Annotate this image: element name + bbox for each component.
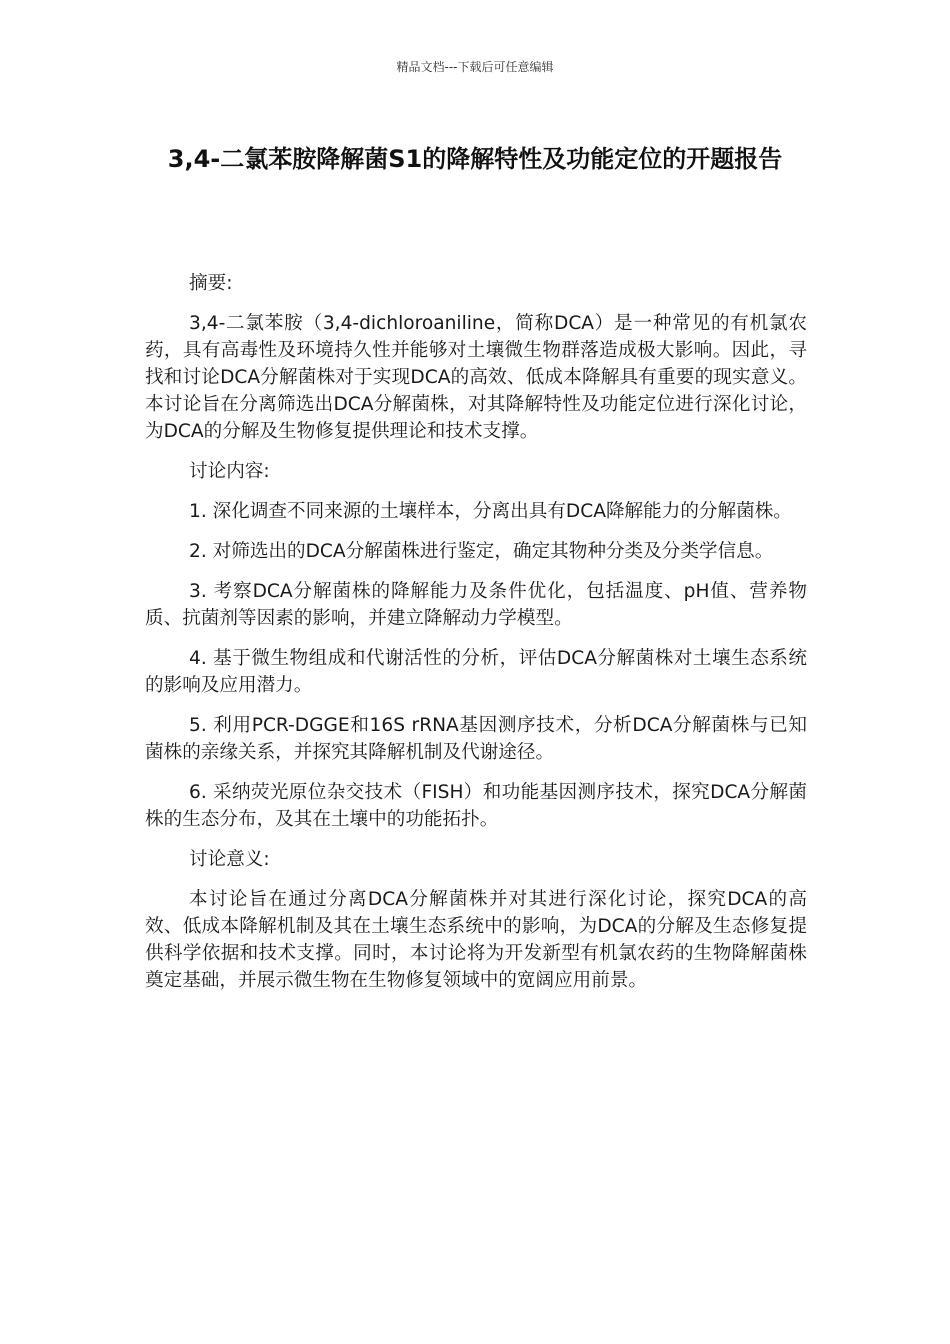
page-header-note: 精品文档---下载后可任意编辑 (396, 60, 554, 74)
content-item-5: 5. 利用PCR-DGGE和16S rRNA基因测序技术，分析DCA分解菌株与已知菌株的亲缘关系，并探究其降解机制及代谢途径。 (145, 715, 807, 763)
significance-heading: 讨论意义: (189, 849, 270, 870)
document-title: 3,4-二氯苯胺降解菌S1的降解特性及功能定位的开题报告 (167, 145, 783, 173)
abstract-paragraph: 3,4-二氯苯胺（3,4-dichloroaniline，简称DCA）是一种常见的有机氯农药，具有高毒性及环境持久性并能够对土壤微生物群落造成极大影响。因此，寻找和讨论DCA分解菌株对于实现DCA的高效、低成本降解具有重要的现实意义。本讨论旨在分离筛选出DCA分解菌株，对其降解特性及功能定位进行深化讨论，为DCA的分解及生物修复提供理论和技术支撑。 (145, 313, 807, 442)
abstract-heading: 摘要: (189, 273, 233, 294)
significance-paragraph: 本讨论旨在通过分离DCA分解菌株并对其进行深化讨论，探究DCA的高效、低成本降解机制及其在土壤生态系统中的影响，为DCA的分解及生态修复提供科学依据和技术支撑。同时，本讨论将为开发新型有机氯农药的生物降解菌株奠定基础，并展示微生物在生物修复领域中的宽阔应用前景。 (145, 889, 807, 991)
content-heading: 讨论内容: (189, 461, 270, 482)
content-item-2: 2. 对筛选出的DCA分解菌株进行鉴定，确定其物种分类及分类学信息。 (189, 541, 774, 562)
content-item-1: 1. 深化调查不同来源的土壤样本，分离出具有DCA降解能力的分解菌株。 (189, 501, 792, 522)
content-item-3: 3. 考察DCA分解菌株的降解能力及条件优化，包括温度、pH值、营养物质、抗菌剂等因素的影响，并建立降解动力学模型。 (145, 581, 807, 629)
document-body (145, 270, 807, 1007)
content-item-6: 6. 采纳荧光原位杂交技术（FISH）和功能基因测序技术，探究DCA分解菌株的生态分布，及其在土壤中的功能拓扑。 (145, 782, 807, 830)
content-item-4: 4. 基于微生物组成和代谢活性的分析，评估DCA分解菌株对土壤生态系统的影响及应用潜力。 (145, 648, 807, 696)
